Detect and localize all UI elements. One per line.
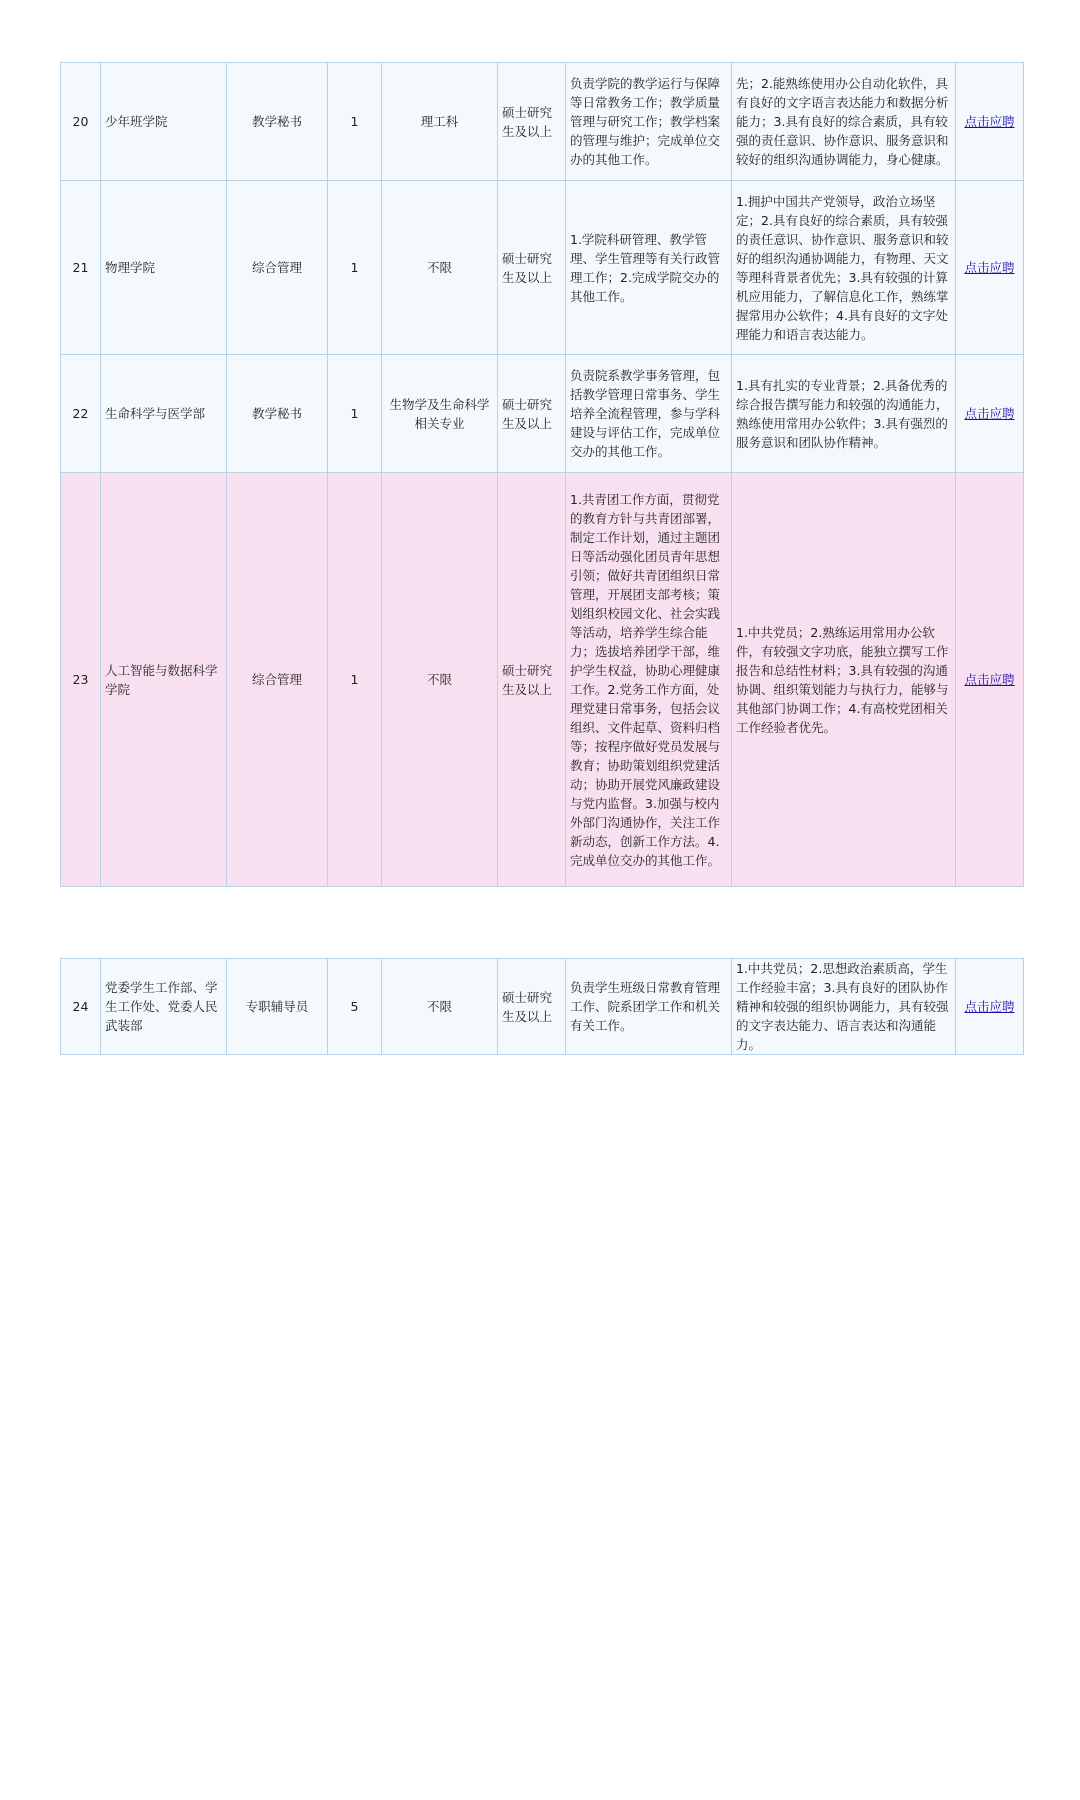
job-requirements: 1.具有扎实的专业背景；2.具备优秀的综合报告撰写能力和较强的沟通能力，熟练使用常用办公软件；3.具有强烈的服务意识和团队协作精神。 — [732, 355, 956, 473]
apply-cell — [956, 181, 1024, 355]
job-table-bottom — [60, 958, 1023, 1055]
hiring-unit: 人工智能与数据科学学院 — [101, 473, 227, 887]
hiring-unit: 生命科学与医学部 — [101, 355, 227, 473]
job-duty: 1.学院科研管理、教学管理、学生管理等有关行政管理工作；2.完成学院交办的其他工作。 — [566, 181, 732, 355]
apply-link[interactable]: 点击应聘 — [964, 114, 1015, 129]
table-row — [61, 959, 1024, 1055]
headcount: 1 — [328, 473, 382, 887]
apply-link[interactable]: 点击应聘 — [964, 999, 1015, 1014]
job-requirements: 1.中共党员；2.思想政治素质高，学生工作经验丰富；3.具有良好的团队协作精神和较强的组织协调能力，具有较强的文字表达能力、语言表达和沟通能力。 — [732, 959, 956, 1055]
apply-cell — [956, 63, 1024, 181]
job-table — [60, 958, 1024, 1055]
major-requirement: 不限 — [382, 181, 498, 355]
table-row — [61, 181, 1024, 355]
major-requirement: 理工科 — [382, 63, 498, 181]
hiring-unit: 党委学生工作部、学生工作处、党委人民武装部 — [101, 959, 227, 1055]
job-duty: 负责学院的教学运行与保障等日常教务工作；教学质量管理与研究工作；教学档案的管理与维护；完成单位交办的其他工作。 — [566, 63, 732, 181]
post-name: 专职辅导员 — [227, 959, 328, 1055]
job-duty: 负责学生班级日常教育管理工作、院系团学工作和机关有关工作。 — [566, 959, 732, 1055]
education-requirement: 硕士研究生及以上 — [498, 63, 566, 181]
headcount: 5 — [328, 959, 382, 1055]
education-requirement: 硕士研究生及以上 — [498, 959, 566, 1055]
job-table-top — [60, 62, 1023, 887]
education-requirement: 硕士研究生及以上 — [498, 355, 566, 473]
apply-cell — [956, 959, 1024, 1055]
major-requirement: 不限 — [382, 959, 498, 1055]
headcount: 1 — [328, 355, 382, 473]
row-number: 22 — [61, 355, 101, 473]
apply-link[interactable]: 点击应聘 — [964, 406, 1015, 421]
table-row — [61, 63, 1024, 181]
post-name: 教学秘书 — [227, 355, 328, 473]
table-row — [61, 355, 1024, 473]
education-requirement: 硕士研究生及以上 — [498, 181, 566, 355]
headcount: 1 — [328, 63, 382, 181]
post-name: 综合管理 — [227, 473, 328, 887]
apply-cell — [956, 473, 1024, 887]
headcount: 1 — [328, 181, 382, 355]
post-name: 综合管理 — [227, 181, 328, 355]
job-duty: 1.共青团工作方面，贯彻党的教育方针与共青团部署，制定工作计划，通过主题团日等活动强化团员青年思想引领；做好共青团组织日常管理，开展团支部考核；策划组织校园文化、社会实践等活动，培养学生综合能力；选拔培养团学干部，维护学生权益，协助心理健康工作。2.党务工作方面，处理党建日常事务，包括会议组织、文件起草、资料归档等；按程序做好党员发展与教育；协助策划组织党建活动；协助开展党风廉政建设与党内监督。3.加强与校内外部门沟通协作，关注工作新动态，创新工作方法。4.完成单位交办的其他工作。 — [566, 473, 732, 887]
education-requirement: 硕士研究生及以上 — [498, 473, 566, 887]
major-requirement: 不限 — [382, 473, 498, 887]
job-requirements: 1.拥护中国共产党领导，政治立场坚定；2.具有良好的综合素质，具有较强的责任意识、协作意识、服务意识和较好的组织沟通协调能力，有物理、天文等理科背景者优先；3.具有较强的计算机应用能力，了解信息化工作，熟练掌握常用办公软件；4.具有良好的文字处理能力和语言表达能力。 — [732, 181, 956, 355]
hiring-unit: 少年班学院 — [101, 63, 227, 181]
row-number: 20 — [61, 63, 101, 181]
apply-cell — [956, 355, 1024, 473]
post-name: 教学秘书 — [227, 63, 328, 181]
job-table — [60, 62, 1024, 887]
apply-link[interactable]: 点击应聘 — [964, 260, 1015, 275]
major-requirement: 生物学及生命科学相关专业 — [382, 355, 498, 473]
row-number: 23 — [61, 473, 101, 887]
apply-link[interactable]: 点击应聘 — [964, 672, 1015, 687]
job-requirements: 先；2.能熟练使用办公自动化软件，具有良好的文字语言表达能力和数据分析能力；3.具有良好的综合素质，具有较强的责任意识、协作意识、服务意识和较好的组织沟通协调能力，身心健康。 — [732, 63, 956, 181]
row-number: 21 — [61, 181, 101, 355]
job-requirements: 1.中共党员；2.熟练运用常用办公软件，有较强文字功底，能独立撰写工作报告和总结性材料；3.具有较强的沟通协调、组织策划能力与执行力，能够与其他部门协调工作；4.有高校党团相关工作经验者优先。 — [732, 473, 956, 887]
table-row — [61, 473, 1024, 887]
job-duty: 负责院系教学事务管理，包括教学管理日常事务、学生培养全流程管理，参与学科建设与评估工作，完成单位交办的其他工作。 — [566, 355, 732, 473]
row-number: 24 — [61, 959, 101, 1055]
hiring-unit: 物理学院 — [101, 181, 227, 355]
